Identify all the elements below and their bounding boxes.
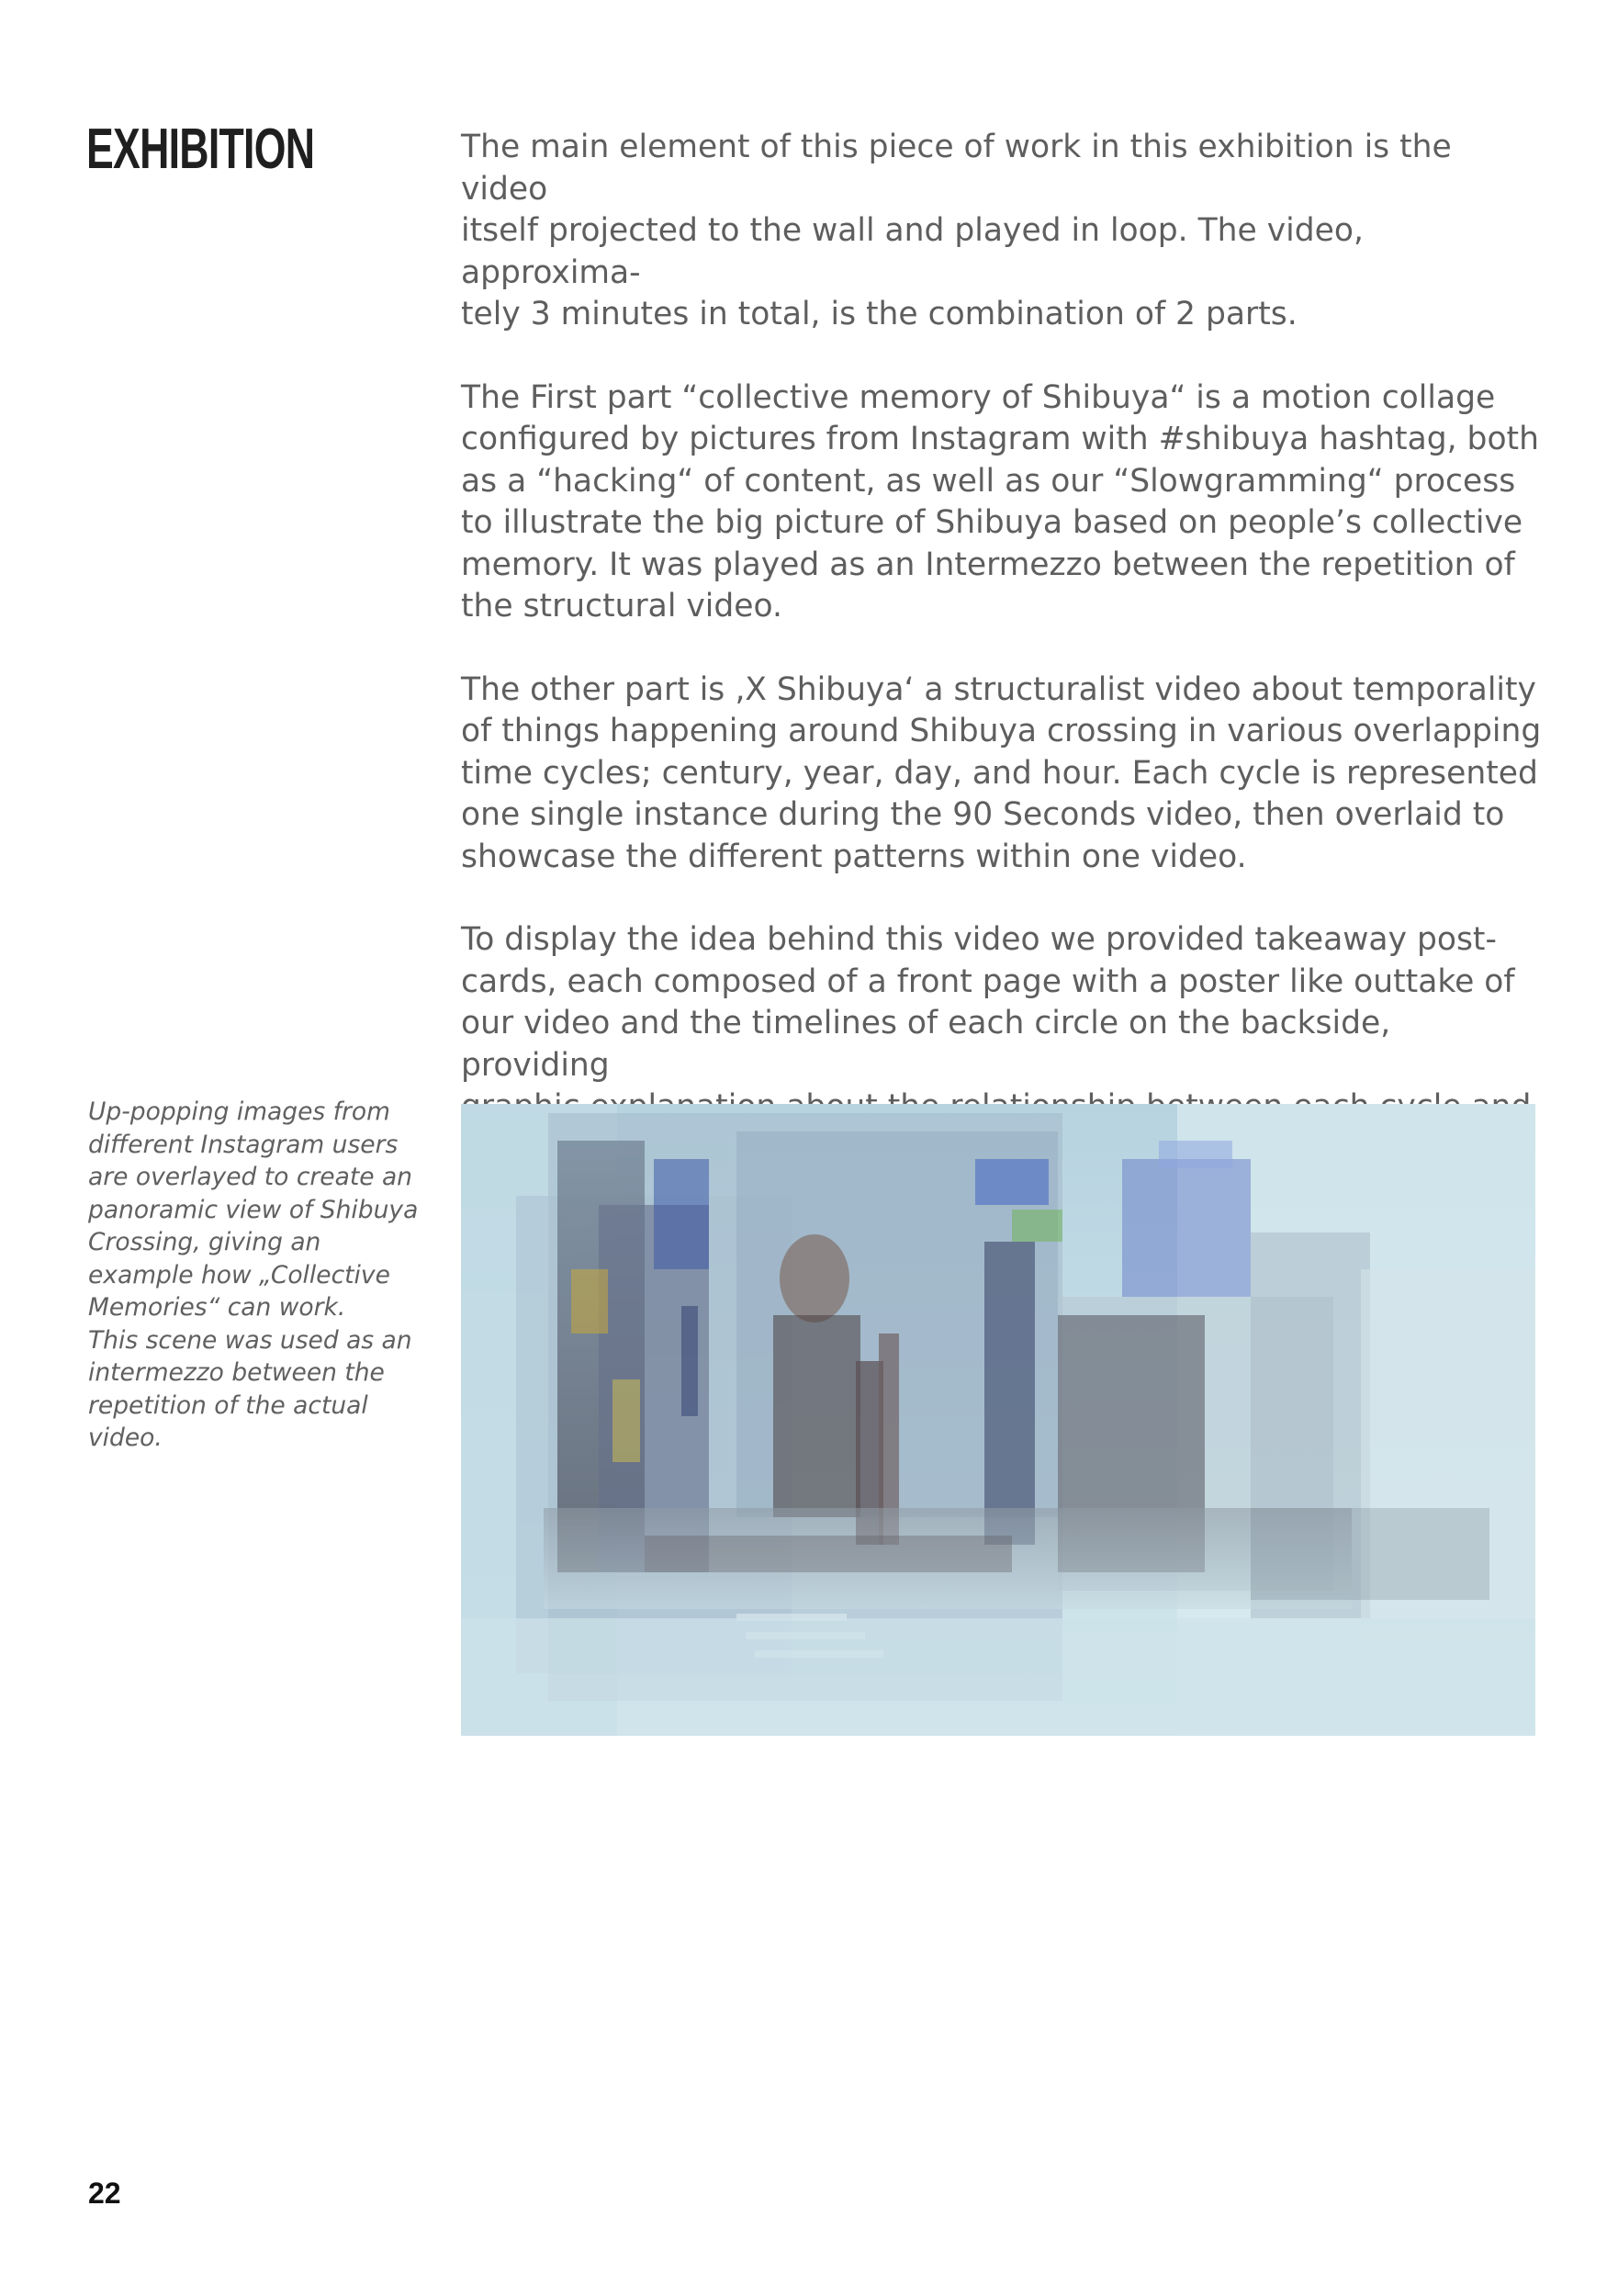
paragraph-postcards: To display the idea behind this video we provided takeaway post- cards, each composed of a front page with a poster like outtake of our video and the timelines of each circle on the backside, providing bbox=[461, 921, 1515, 1084]
paragraph-collective-memory: The First part “collective memory of Shibuya“ is a motion collage configured by pictures from Instagram with #shibuya hashtag, both as a “hacking“ of content, as well as our “Slowgramming“ process to illustrate the big picture of Shibuya based on people’s collective memory. It was played as an Intermezzo between the repetition of the structural video. bbox=[461, 378, 1539, 625]
page-number: 22 bbox=[88, 2177, 121, 2210]
page-heading: EXHIBITION bbox=[86, 118, 315, 181]
body-text bbox=[461, 127, 1545, 1211]
paragraph-intro: The main element of this piece of work in this exhibition is the video itself projected to the wall and played in loop. The video, approxima- tely 3 minutes in total, is the combination of 2 parts. bbox=[461, 129, 1452, 332]
paragraph-x-shibuya: The other part is ‚X Shibuya‘ a structuralist video about temporality of things happening around Shibuya crossing in various overlapping time cycles; century, year, day, and hour. Each cycle is represented one single instance during the 90 Seconds video, then overlaid to showcase the different patterns within one video. bbox=[461, 670, 1542, 875]
shibuya-collage-photo bbox=[461, 1104, 1535, 1736]
figure-caption: Up-popping images from different Instagram users are overlayed to create an panoramic view of Shibuya Crossing, giving an example how „Collective Memories“ can work. This scene was used as an intermezzo between the repetition of the actual video. bbox=[88, 1097, 419, 1452]
collage-illustration bbox=[461, 1104, 1535, 1736]
